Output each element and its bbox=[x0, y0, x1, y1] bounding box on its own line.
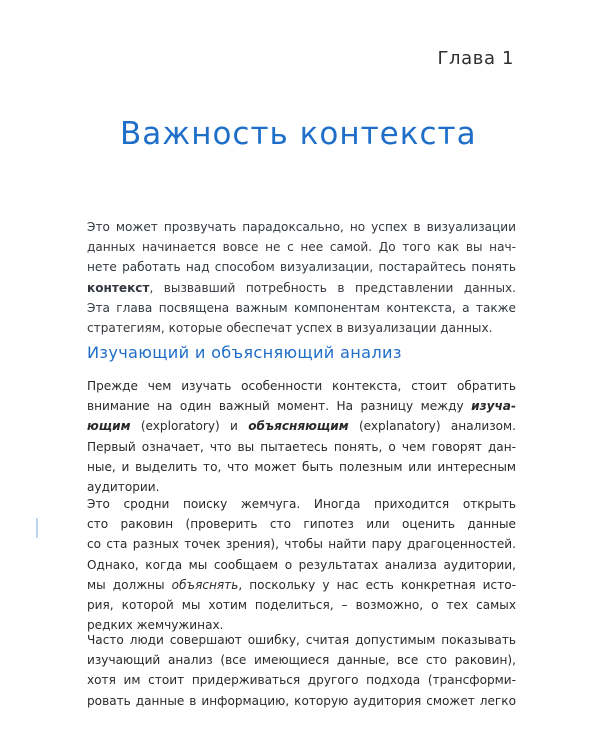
page-margin-mark bbox=[36, 518, 38, 538]
text-line: ровать данные в информацию, которую аудитория сможет легко bbox=[87, 693, 516, 708]
paragraph-1 bbox=[87, 376, 516, 497]
text-line bbox=[87, 396, 516, 416]
text-line: редких жемчужинах. bbox=[87, 618, 224, 633]
text-span: , поскольку у нас есть конкретная исто- bbox=[238, 577, 517, 592]
term-explain: объяснять bbox=[171, 577, 239, 592]
text-line: Однако, когда мы сообщаем о результатах анализа аудитории, bbox=[87, 557, 516, 572]
text-span: внимание на один важный момент. На разницу между bbox=[87, 399, 472, 414]
text-line: Часто люди совершают ошибку, считая допустимым показывать bbox=[87, 633, 516, 647]
text-line bbox=[87, 416, 516, 436]
text-line bbox=[87, 575, 516, 595]
intro-line: стратегиям, которые обеспечат успех в визуализации данных. bbox=[87, 321, 493, 336]
text-line: Первый означает, что вы пытаетесь понять, о чем говорят дан- bbox=[87, 439, 516, 454]
text-line: изучающий анализ (все имеющиеся данные, все сто раковин), bbox=[87, 653, 516, 668]
term-exploratory: изуча- bbox=[471, 399, 516, 414]
intro-line: Это может прозвучать парадоксально, но успех в визуализации bbox=[87, 220, 516, 234]
chapter-title: Важность контекста bbox=[120, 116, 477, 152]
text-span: (explanatory) анализом. bbox=[348, 419, 516, 434]
text-line: Это сродни поиску жемчуга. Иногда приходится открыть bbox=[87, 497, 516, 511]
text-span: мы должны bbox=[87, 577, 172, 592]
text-line: аудитории. bbox=[87, 480, 160, 495]
text-line: сто раковин (проверить сто гипотез или оценить данные bbox=[87, 517, 516, 532]
term-exploratory-end: ющим bbox=[87, 419, 131, 434]
section-heading: Изучающий и объясняющий анализ bbox=[87, 343, 402, 362]
chapter-label: Глава 1 bbox=[437, 48, 514, 69]
intro-line bbox=[87, 278, 516, 298]
intro-paragraph bbox=[87, 217, 516, 338]
text-span: (exploratory) и bbox=[130, 419, 249, 434]
keyword-context: контекст bbox=[87, 280, 150, 295]
term-explanatory: объясняющим bbox=[248, 419, 349, 434]
text-line: хотя им стоит придерживаться другого подхода (трансформи- bbox=[87, 673, 516, 688]
paragraph-3 bbox=[87, 630, 516, 711]
text-line: ные, и выделить то, что может быть полезным или интересным bbox=[87, 459, 516, 474]
intro-line: данных начинается вовсе не с нее самой. До того как вы нач- bbox=[87, 240, 516, 255]
intro-line bbox=[87, 257, 516, 277]
text-line: со ста разных точек зрения), чтобы найти пару драгоценностей. bbox=[87, 537, 516, 552]
text-line: Прежде чем изучать особенности контекста, стоит обратить bbox=[87, 379, 516, 393]
text-line: рия, которой мы хотим поделиться, – возможно, о тех самых bbox=[87, 598, 516, 613]
intro-line: Эта глава посвящена важным компонентам контекста, а также bbox=[87, 300, 516, 315]
intro-text: , вызвавший потребность в представлении данных. bbox=[149, 280, 516, 295]
paragraph-2 bbox=[87, 494, 516, 635]
intro-text: нете работать над способом визуализации, постарайтесь понять bbox=[87, 260, 516, 275]
